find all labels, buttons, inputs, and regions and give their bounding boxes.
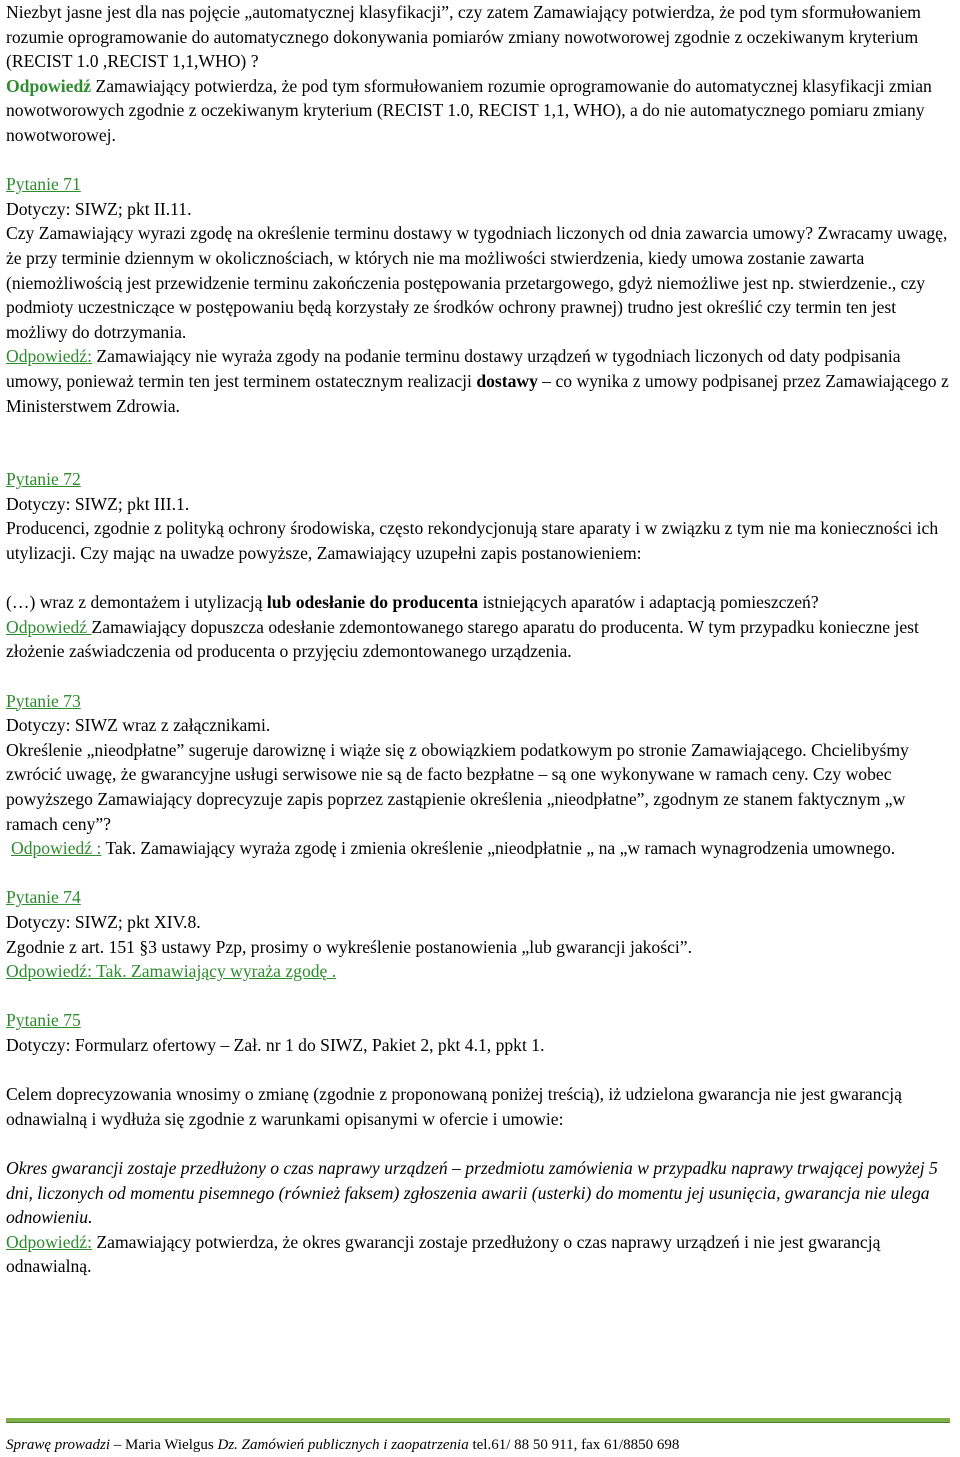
- question-72-ref: Dotyczy: SIWZ; pkt III.1.: [6, 493, 190, 514]
- intro-answer: [6, 74, 950, 148]
- question-72-quote: (…) wraz z demontażem i utylizacją lub odesłanie do producenta istniejących aparatów i adaptacją pomieszczeń?: [6, 592, 819, 613]
- question-73-ref: Dotyczy: SIWZ wraz z załącznikami.: [6, 715, 271, 736]
- question-72-text: Producenci, zgodnie z polityką ochrony środowiska, często rekondycjonują stare aparaty i w związku z tym nie ma konieczności ich utylizacji. Czy mając na uwadze powyższe, Zamawiający uzupełni zapis postanowieniem:: [6, 518, 939, 564]
- question-74-title: Pytanie 74: [6, 887, 81, 908]
- page-footer: Sprawę prowadzi – Maria Wielgus Dz. Zamówień publicznych i zaopatrzenia tel.61/ 88 50 911, fax 61/8850 698: [6, 1437, 680, 1453]
- question-72-answer: Odpowiedź Zamawiający dopuszcza odesłanie zdemontowanego starego aparatu do producenta. W tym przypadku konieczne jest złożenie zaświadczenia od producenta o przyjęciu zdemontowanego urządzenia.: [6, 616, 919, 662]
- answer-text: Zamawiający potwierdza, że pod tym sformułowaniem rozumie oprogramowanie do automatycznej klasyfikacji zmian nowotworowych zgodnie z oczekiwanym kryterium (RECIST 1.0, RECIST 1,1, WHO), a do nie automatycznego pomiaru zmiany nowotworowej.: [6, 75, 932, 145]
- question-73-title: Pytanie 73: [6, 690, 81, 711]
- question-74-answer: Odpowiedź: Tak. Zamawiający wyraża zgodę .: [6, 961, 337, 982]
- footer-divider: [6, 1418, 950, 1423]
- question-73-answer: Odpowiedź : Tak. Zamawiający wyraża zgodę i zmienia określenie „nieodpłatnie „ na „w ramach wynagrodzenia umownego.: [11, 838, 896, 859]
- question-71-answer: Odpowiedź: Zamawiający nie wyraża zgody na podanie terminu dostawy urządzeń w tygodniach liczonych od daty podpisania umowy, ponieważ termin ten jest terminem ostatecznym realizacji dostawy – co wynika z umowy podpisanej przez Zamawiającego z Ministerstwem Zdrowia.: [6, 346, 949, 416]
- question-73-text: Określenie „nieodpłatne” sugeruje darowiznę i wiąże się z obowiązkiem podatkowym po stronie Zamawiającego. Chcielibyśmy zwrócić uwagę, że gwarancyjne usługi serwisowe nie są de facto bezpłatne – są one wykonywane w ramach ceny. Czy wobec powyższego Zamawiający doprecyzuje zapis poprzez zastąpienie określenia „nieodpłatne”, zgodnym ze stanem faktycznym „w ramach ceny”?: [6, 739, 909, 834]
- question-75-answer: Odpowiedź: Zamawiający potwierdza, że okres gwarancji zostaje przedłużony o czas naprawy urządzeń i nie jest gwarancją odnawialną.: [6, 1231, 881, 1277]
- question-75-text: Celem doprecyzowania wnosimy o zmianę (zgodnie z proponowaną poniżej treścią), iż udzielona gwarancja nie jest gwarancją odnawialną i wydłuża się zgodnie z warunkami opisanymi w ofercie i umowie:: [6, 1084, 902, 1129]
- question-71-title: Pytanie 71: [6, 174, 81, 195]
- document-page: [6, 0, 950, 1279]
- question-74-text: Zgodnie z art. 151 §3 ustawy Pzp, prosimy o wykreślenie postanowienia „lub gwarancji jakości”.: [6, 936, 692, 957]
- intro-question: Niezbyt jasne jest dla nas pojęcie „automatycznej klasyfikacji”, czy zatem Zamawiający potwierdza, że pod tym sformułowaniem rozumie oprogramowanie do automatycznego dokonywania pomiarów zmiany nowotworowej zgodnie z oczekiwanym kryterium (RECIST 1.0 ,RECIST 1,1,WHO) ?: [6, 2, 921, 72]
- question-75-italic: Okres gwarancji zostaje przedłużony o czas naprawy urządzeń – przedmiotu zamówienia w przypadku naprawy trwającej powyżej 5 dni, liczonych od momentu pisemnego (również faksem) zgłoszenia awarii (usterki) do momentu jej usunięcia, gwarancja nie ulega odnowieniu.: [6, 1157, 938, 1228]
- answer-label: Odpowiedź :: [11, 838, 102, 859]
- answer-label: Odpowiedź: [6, 616, 92, 637]
- question-71-text: Czy Zamawiający wyrazi zgodę na określenie terminu dostawy w tygodniach liczonych od dnia zawarcia umowy? Zwracamy uwagę, że przy terminie dziennym w okolicznościach, w których nie ma możliwości stwierdzenia, kiedy umowa zostanie zawarta (niemożliwością jest przewidzenie terminu zakończenia postępowania przetargowego, gdyż niemożliwe jest np. stwierdzenie., czy podmioty uczestniczące w postępowaniu będą korzystały ze środków ochrony prawnej) trudno jest określić czy termin ten jest możliwy do dotrzymania.: [6, 223, 948, 342]
- question-75-ref: Dotyczy: Formularz ofertowy – Zał. nr 1 do SIWZ, Pakiet 2, pkt 4.1, ppkt 1.: [6, 1034, 545, 1055]
- answer-label: Odpowiedź:: [6, 1231, 92, 1252]
- answer-label: Odpowiedź:: [6, 346, 92, 367]
- question-74-ref: Dotyczy: SIWZ; pkt XIV.8.: [6, 911, 201, 932]
- question-72-title: Pytanie 72: [6, 469, 81, 490]
- question-71-ref: Dotyczy: SIWZ; pkt II.11.: [6, 198, 192, 219]
- question-75-title: Pytanie 75: [6, 1010, 81, 1031]
- answer-label: Odpowiedź: [6, 75, 92, 96]
